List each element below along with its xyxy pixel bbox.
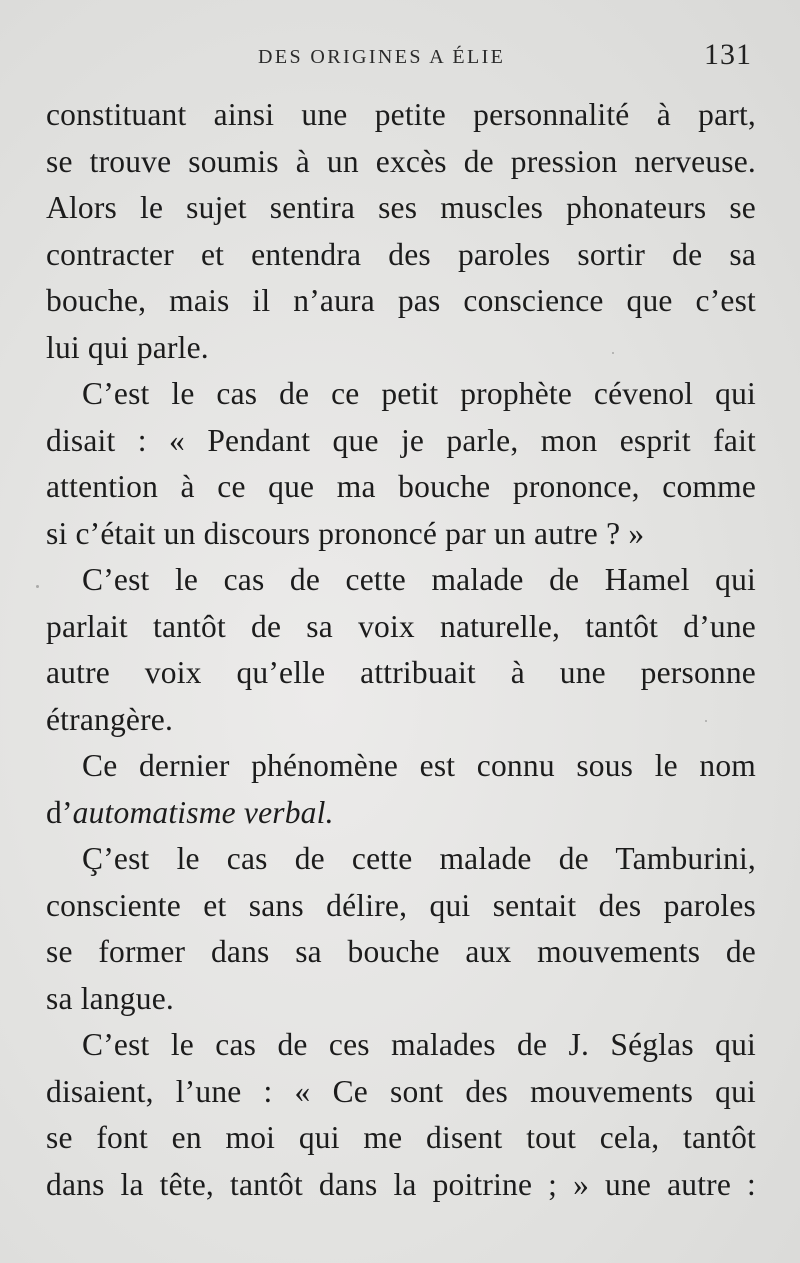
text-line: C’est le cas de ce petit prophète cévenol qui bbox=[82, 376, 756, 411]
text-line-mixed bbox=[46, 790, 756, 837]
body-text bbox=[46, 92, 756, 1208]
text-line: lui qui parle. bbox=[46, 329, 209, 365]
text-line: Alors le sujet sentira ses muscles phonateurs se bbox=[46, 190, 756, 225]
text-line: bouche, mais il n’aura pas conscience que c’est bbox=[46, 283, 756, 318]
text-line: Ce dernier phénomène est connu sous le nom bbox=[82, 748, 756, 783]
text-line: Ç’est le cas de cette malade de Tamburini, bbox=[82, 841, 756, 876]
paper-speck bbox=[612, 352, 614, 354]
text-line: consciente et sans délire, qui sentait des paroles bbox=[46, 887, 756, 923]
running-header bbox=[0, 38, 800, 78]
text-line: C’est le cas de cette malade de Hamel qui bbox=[82, 562, 756, 597]
text-line: se trouve soumis à un excès de pression nerveuse. bbox=[46, 143, 756, 179]
text-line: si c’était un discours prononcé par un autre ? » bbox=[46, 515, 645, 551]
page-number: 131 bbox=[704, 38, 752, 71]
text-line: disait : « Pendant que je parle, mon esprit fait bbox=[46, 422, 756, 458]
text-line: se font en moi qui me disent tout cela, tantôt bbox=[46, 1120, 756, 1155]
text-line: parlait tantôt de sa voix naturelle, tantôt d’une bbox=[46, 608, 756, 644]
text-line: sa langue. bbox=[46, 980, 174, 1016]
text-line: constituant ainsi une petite personnalité à part, bbox=[46, 97, 756, 132]
text-fragment: d’ bbox=[46, 794, 73, 830]
running-title: DES ORIGINES A ÉLIE bbox=[258, 46, 506, 68]
italic-term: automatisme verbal. bbox=[72, 794, 334, 830]
text-line: attention à ce que ma bouche prononce, comme bbox=[46, 469, 756, 504]
text-line: étrangère. bbox=[46, 701, 174, 737]
text-line: autre voix qu’elle attribuait à une personne bbox=[46, 655, 756, 690]
text-line: disaient, l’une : « Ce sont des mouvements qui bbox=[46, 1073, 756, 1109]
paper-speck bbox=[36, 585, 39, 588]
paper-speck bbox=[705, 720, 707, 722]
text-line: se former dans sa bouche aux mouvements de bbox=[46, 934, 756, 969]
text-line: C’est le cas de ces malades de J. Séglas qui bbox=[82, 1027, 756, 1062]
text-line: dans la tête, tantôt dans la poitrine ; » une autre : bbox=[46, 1166, 756, 1202]
text-line: contracter et entendra des paroles sortir de sa bbox=[46, 236, 756, 272]
